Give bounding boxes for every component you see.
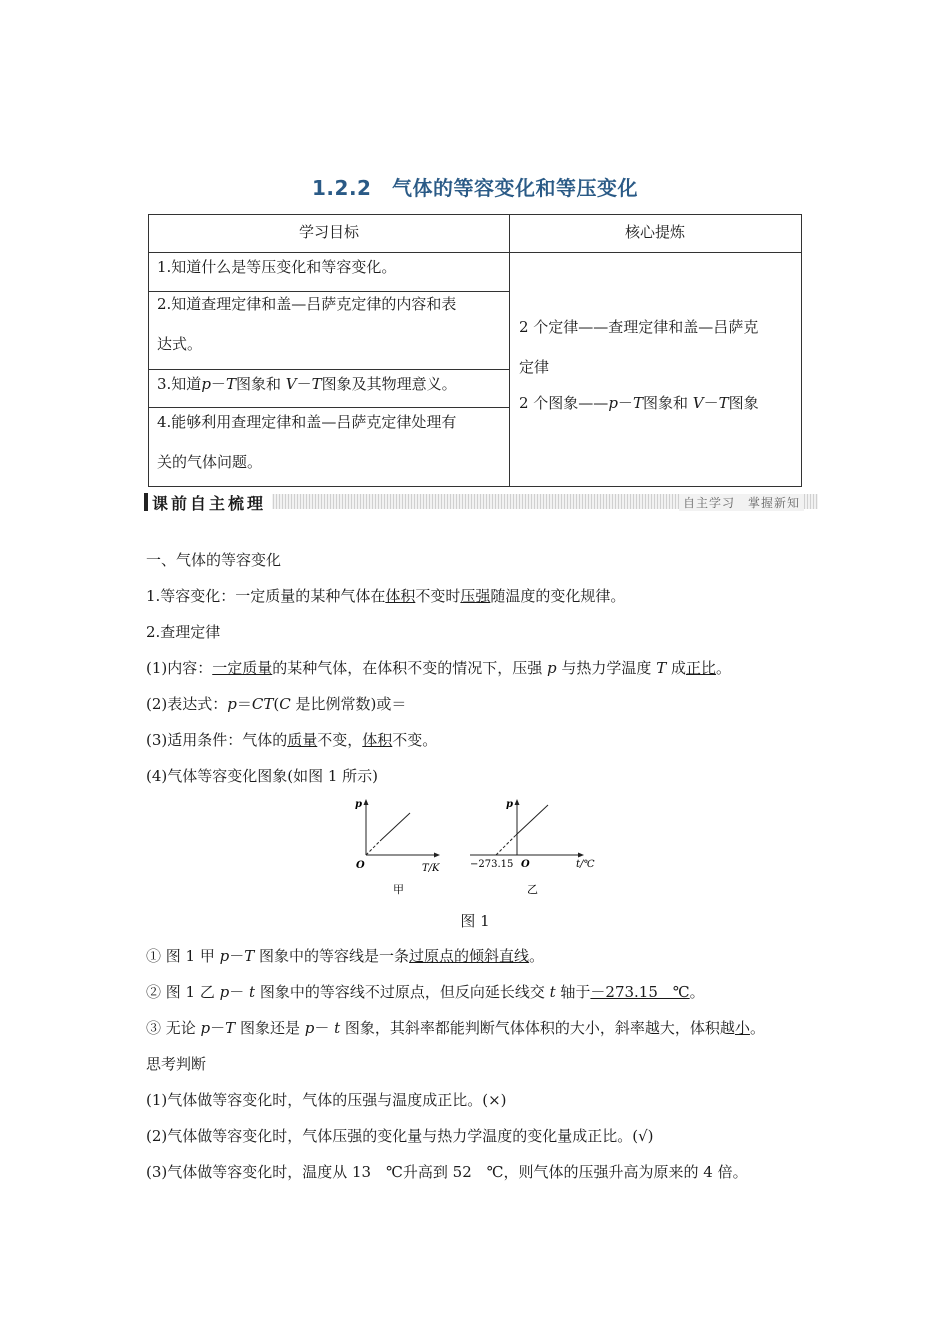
graph-b-x-label: t/℃ (576, 859, 595, 870)
core-point-1: 2 个定律——查理定律和盖—吕萨克 (519, 318, 759, 336)
paragraph: ① 图 1 甲 p－T 图象中的等容线是一条过原点的倾斜直线。 (146, 947, 545, 965)
graph-b-origin-label: O (521, 859, 530, 870)
banner-bar (144, 493, 148, 511)
paragraph: (4)气体等容变化图象(如图 1 所示) (146, 767, 379, 785)
table-header-core: 核心提炼 (624, 223, 685, 241)
paragraph: ③ 无论 p－T 图象还是 p－ t 图象，其斜率都能判断气体体积的大小，斜率越大，体积越小。 (146, 1019, 765, 1037)
graph-a-origin-label: O (356, 860, 365, 871)
graph-a-x-label: T/K (422, 863, 440, 874)
objective-4-cont: 关的气体问题。 (157, 453, 263, 471)
table-divider (509, 215, 510, 486)
graph-a-isochore (380, 813, 410, 841)
objective-2-cont: 达式。 (157, 335, 203, 353)
judgement-item: (1)气体做等容变化时，气体的压强与温度成正比。(×) (146, 1091, 507, 1109)
objective-1: 1.知道什么是等压变化和等容变化。 (157, 258, 397, 276)
judgement-item: (3)气体做等容变化时，温度从 13 ℃升高到 52 ℃，则气体的压强升高为原来的 4 倍。 (146, 1163, 748, 1181)
section-banner (144, 491, 818, 513)
judgement-item: (2)气体做等容变化时，气体压强的变化量与热力学温度的变化量成正比。(√) (146, 1127, 654, 1145)
page-title: 1.2.2 气体的等容变化和等压变化 (312, 176, 638, 200)
figure-1 (340, 795, 610, 903)
isochoric-graphs (340, 795, 610, 903)
figure-caption: 图 1 (460, 912, 490, 930)
graph-a-caption: 甲 (393, 883, 404, 896)
graph-b-isochore (516, 805, 548, 835)
core-point-1-cont: 定律 (519, 358, 550, 376)
arrow-icon (364, 799, 369, 805)
paragraph: (3)适用条件：气体的质量不变，体积不变。 (146, 731, 438, 749)
paragraph: 1.等容变化：一定质量的某种气体在体积不变时压强随温度的变化规律。 (146, 587, 626, 605)
arrow-icon (515, 799, 520, 805)
banner-title: 课前自主梳理 (152, 491, 272, 514)
objective-4: 4.能够利用查理定律和盖—吕萨克定律处理有 (157, 413, 457, 431)
graph-b-neg-label: −273.15 (470, 859, 514, 870)
objective-3: 3.知道p－T图象和 V－T图象及其物理意义。 (157, 375, 457, 393)
objective-2: 2.知道查理定律和盖—吕萨克定律的内容和表 (157, 295, 457, 313)
graph-b-p-label: p (506, 799, 513, 810)
core-point-2: 2 个图象——p－T图象和 V－T图象 (519, 394, 759, 412)
section-heading: 一、气体的等容变化 (146, 551, 282, 569)
paragraph: (2)表达式：p＝CT(C 是比例常数)或＝ (146, 695, 407, 713)
paragraph: ② 图 1 乙 p－ t 图象中的等容线不过原点，但反向延长线交 t 轴于－273.15 ℃。 (146, 983, 705, 1001)
graph-b-caption: 乙 (527, 883, 538, 896)
graph-b-dashed-line (496, 835, 516, 855)
banner-subtitle: 自主学习 掌握新知 (679, 494, 804, 511)
arrow-icon (578, 853, 584, 858)
subheading: 思考判断 (146, 1055, 207, 1073)
paragraph: 2.查理定律 (146, 623, 221, 641)
graph-a-dashed-line (366, 841, 380, 855)
graph-a-p-label: p (355, 799, 362, 810)
table-header-objectives: 学习目标 (298, 223, 359, 241)
paragraph: (1)内容：一定质量的某种气体，在体积不变的情况下，压强 p 与热力学温度 T 成正比。 (146, 659, 732, 677)
objectives-table (148, 214, 802, 487)
arrow-icon (434, 853, 440, 858)
